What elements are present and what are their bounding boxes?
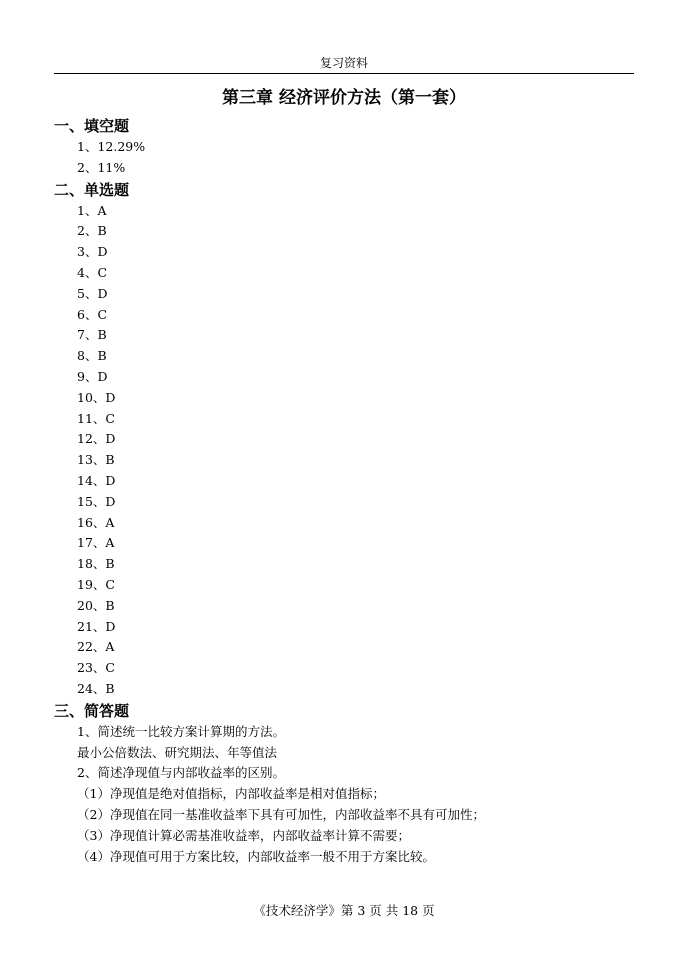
- section-heading-single-choice: 二、单选题: [54, 180, 130, 199]
- answer-item: 8、B: [77, 348, 107, 364]
- page-footer: 《技术经济学》第 3 页 共 18 页: [253, 903, 435, 918]
- answer-item: 10、D: [77, 389, 116, 405]
- answer-item: 2、B: [77, 223, 107, 239]
- answer-item: 21、D: [77, 618, 116, 634]
- short-answer-question: 2、简述净现值与内部收益率的区别。: [77, 765, 285, 781]
- answer-item: 20、B: [77, 597, 115, 613]
- answer-item: 22、A: [77, 639, 115, 655]
- answer-item: 24、B: [77, 680, 115, 696]
- answer-item: 19、C: [77, 576, 115, 592]
- short-answer-text: （2）净现值在同一基准收益率下具有可加性，内部收益率不具有可加性；: [77, 806, 485, 822]
- answer-item: 16、A: [77, 514, 115, 530]
- answer-item: 1、A: [77, 202, 107, 218]
- answer-item: 3、D: [77, 244, 108, 260]
- answer-item: 23、C: [77, 660, 115, 676]
- answer-item: 17、A: [77, 535, 115, 551]
- answer-item: 6、C: [77, 306, 108, 322]
- header-divider: [54, 73, 634, 74]
- answer-item: 7、B: [77, 327, 107, 343]
- answer-item: 13、B: [77, 452, 115, 468]
- answer-item: 11、C: [77, 410, 115, 426]
- document-body: [54, 115, 644, 867]
- answer-item: 18、B: [77, 556, 115, 572]
- answer-item: 5、D: [77, 285, 108, 301]
- answer-item: 1、12.29%: [77, 139, 146, 154]
- answer-item: 14、D: [77, 472, 116, 488]
- single-choice-answer-list: [54, 201, 644, 700]
- short-answer-text: 最小公倍数法、研究期法、年等值法: [77, 744, 278, 760]
- chapter-title: 第三章 经济评价方法（第一套）: [222, 88, 466, 108]
- page-header: 复习资料: [319, 56, 368, 70]
- short-answer-text: （4）净现值可用于方案比较，内部收益率一般不用于方案比较。: [77, 848, 435, 864]
- section-heading-fill-blank: 一、填空题: [54, 117, 130, 135]
- section-heading-short-answer: 三、简答题: [54, 701, 130, 720]
- answer-item: 12、D: [77, 431, 116, 447]
- short-answer-text: （3）净现值计算必需基准收益率，内部收益率计算不需要；: [77, 827, 410, 843]
- answer-item: 4、C: [77, 264, 108, 280]
- answer-item: 9、D: [77, 368, 108, 384]
- answer-item: 2、11%: [77, 159, 126, 175]
- answer-item: 15、D: [77, 493, 116, 509]
- short-answer-text: （1）净现值是绝对值指标，内部收益率是相对值指标；: [77, 786, 385, 802]
- short-answer-question: 1、简述统一比较方案计算期的方法。: [77, 723, 285, 739]
